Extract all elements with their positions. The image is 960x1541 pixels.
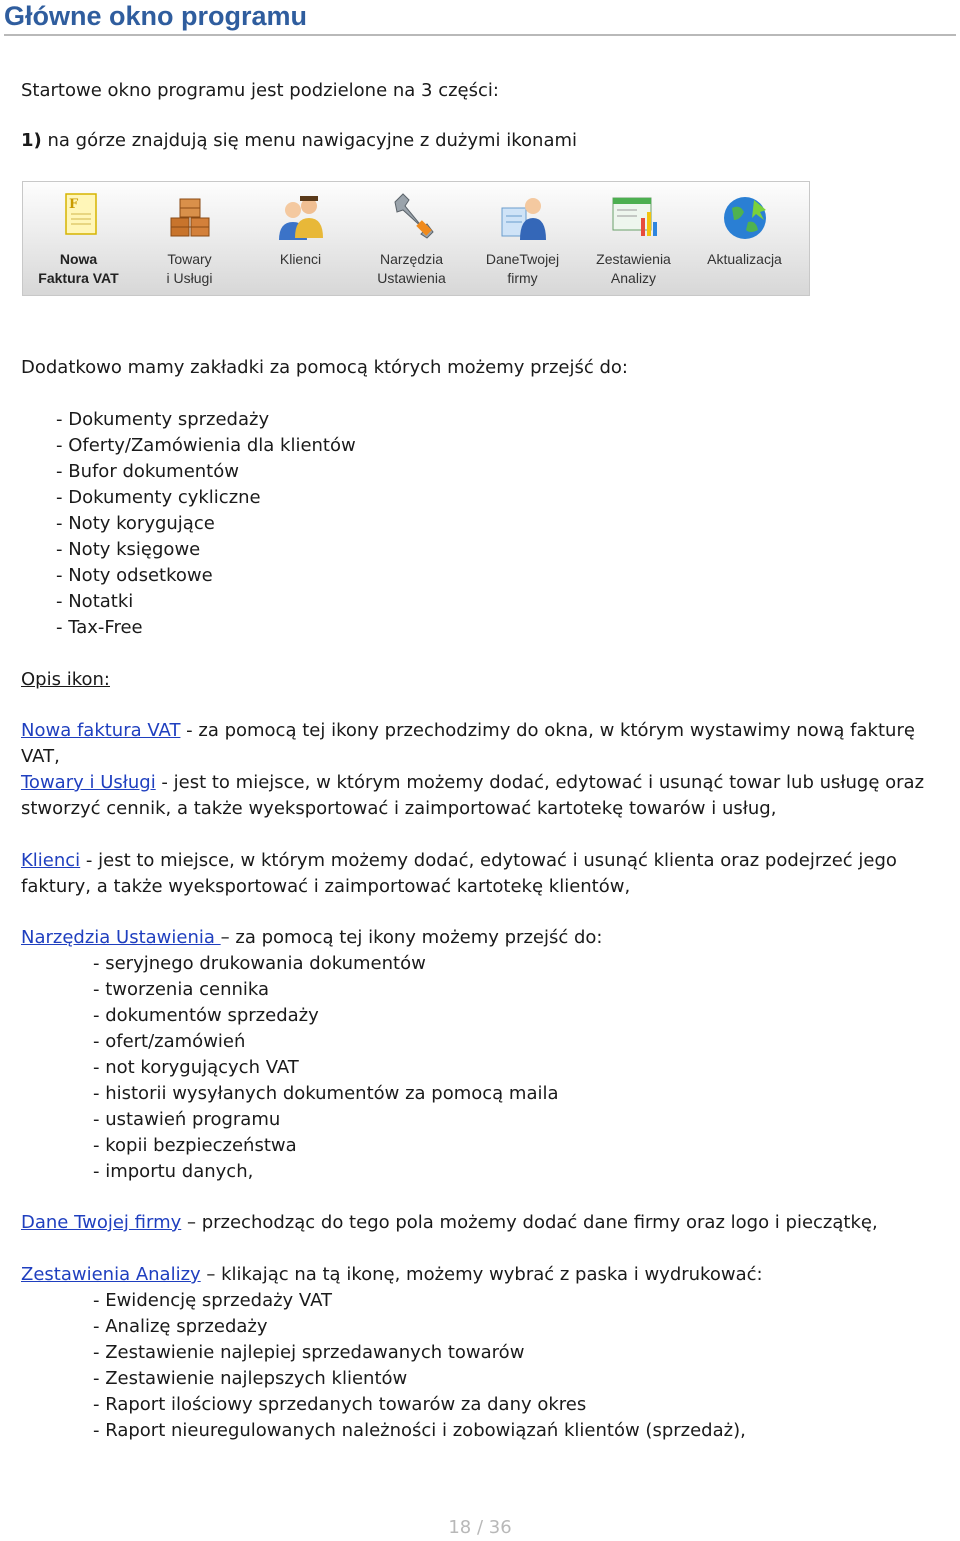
toolbar-label: DaneTwojej firmy <box>485 251 560 286</box>
toolbar-item-narzedzia[interactable] <box>356 182 467 295</box>
tab-item: - Tax-Free <box>56 617 143 638</box>
tab-item: - Noty księgowe <box>56 539 201 560</box>
tab-item: - Notatki <box>56 591 134 612</box>
link-klienci[interactable]: Klienci <box>21 850 81 871</box>
svg-text:F: F <box>69 197 79 212</box>
boxes-icon <box>165 190 215 245</box>
wrench-icon <box>387 190 437 245</box>
toolbar-item-aktualizacja[interactable] <box>689 182 800 295</box>
page-number: 18 / 36 <box>448 1517 512 1538</box>
narzedzia-item: - ofert/zamówień <box>93 1031 246 1052</box>
point-1-text: na górze znajdują się menu nawigacyjne z dużymi ikonami <box>41 130 578 151</box>
zestawienia-item: - Analizę sprzedaży <box>93 1316 268 1337</box>
toolbar-item-klienci[interactable] <box>245 182 356 295</box>
toolbar-item-dane-firmy[interactable] <box>467 182 578 295</box>
desc-text: - jest to miejsce, w którym możemy dodać, edytować i usunąć towar lub usługę oraz stworzyć cennik, a także wyeksportować i zaimportować kartotekę towarów i usług, <box>21 772 925 819</box>
desc-zestawienia <box>21 1262 763 1288</box>
intro-text: Startowe okno programu jest podzielone na 3 części: <box>21 80 499 101</box>
narzedzia-item: - seryjnego drukowania dokumentów <box>93 953 426 974</box>
zestawienia-item: - Ewidencję sprzedaży VAT <box>93 1290 332 1311</box>
toolbar-label: Zestawienia Analizy <box>596 251 671 286</box>
toolbar-label: Aktualizacja <box>707 251 782 267</box>
desc-text: – przechodząc do tego pola możemy dodać dane firmy oraz logo i pieczątkę, <box>181 1212 878 1233</box>
desc-text: - jest to miejsce, w którym możemy dodać, edytować i usunąć klienta oraz podejrzeć jego faktury, a także wyeksportować i zaimportować kartotekę klientów, <box>21 850 897 897</box>
narzedzia-item: - tworzenia cennika <box>93 979 270 1000</box>
clients-icon <box>276 190 326 245</box>
tab-item: - Noty korygujące <box>56 513 215 534</box>
toolbar-label: Narzędzia Ustawienia <box>377 251 446 286</box>
tab-item: - Bufor dokumentów <box>56 461 239 482</box>
desc-text: – klikając na tą ikonę, możemy wybrać z paska i wydrukować: <box>200 1264 763 1285</box>
point-1 <box>21 128 577 154</box>
narzedzia-item: - historii wysyłanych dokumentów za pomocą maila <box>93 1083 559 1104</box>
toolbar-screenshot <box>22 181 810 296</box>
point-1-number: 1) <box>21 130 42 151</box>
desc-narzedzia <box>21 925 602 951</box>
toolbar-item-zestawienia[interactable] <box>578 182 689 295</box>
link-nowa-faktura[interactable]: Nowa faktura VAT <box>21 720 181 741</box>
toolbar-label: Klienci <box>279 251 322 267</box>
zestawienia-item: - Zestawienie najlepiej sprzedawanych towarów <box>93 1342 525 1363</box>
link-zestawienia-analizy[interactable]: Zestawienia Analizy <box>21 1264 201 1285</box>
narzedzia-item: - ustawień programu <box>93 1109 281 1130</box>
toolbar-item-towary[interactable] <box>134 182 245 295</box>
tab-item: - Noty odsetkowe <box>56 565 213 586</box>
desc-nowa-faktura <box>21 718 941 770</box>
chart-icon <box>609 190 659 245</box>
link-narzedzia-ustawienia[interactable]: Narzędzia Ustawienia <box>21 927 221 948</box>
narzedzia-item: - importu danych, <box>93 1161 254 1182</box>
company-icon <box>498 190 548 245</box>
link-dane-twojej-firmy[interactable]: Dane Twojej firmy <box>21 1212 182 1233</box>
tab-item: - Oferty/Zamówienia dla klientów <box>56 435 356 456</box>
narzedzia-item: - kopii bezpieczeństwa <box>93 1135 297 1156</box>
link-towary-uslugi[interactable]: Towary i Usługi <box>21 772 156 793</box>
globe-icon <box>720 190 770 245</box>
zestawienia-item: - Zestawienie najlepszych klientów <box>93 1368 408 1389</box>
toolbar-label: Towary i Usługi <box>166 251 213 286</box>
page-heading: Główne okno programu <box>4 0 956 36</box>
narzedzia-item: - dokumentów sprzedaży <box>93 1005 319 1026</box>
narzedzia-item: - not korygujących VAT <box>93 1057 299 1078</box>
tab-item: - Dokumenty cykliczne <box>56 487 261 508</box>
zestawienia-item: - Raport ilościowy sprzedanych towarów za dany okres <box>93 1394 587 1415</box>
desc-klienci <box>21 848 941 900</box>
toolbar-label: Nowa Faktura VAT <box>38 251 119 286</box>
desc-dane-firmy <box>21 1210 941 1236</box>
tabs-intro: Dodatkowo mamy zakładki za pomocą których możemy przejść do: <box>21 357 628 378</box>
desc-text: - za pomocą tej ikony przechodzimy do okna, w którym wystawimy nową fakturę VAT, <box>21 720 915 767</box>
desc-towary <box>21 770 941 822</box>
invoice-icon <box>54 190 104 245</box>
tab-item: - Dokumenty sprzedaży <box>56 409 270 430</box>
zestawienia-item: - Raport nieuregulowanych należności i zobowiązań klientów (sprzedaż), <box>93 1420 746 1441</box>
toolbar-item-nowa-faktura[interactable] <box>23 182 134 295</box>
desc-text: – za pomocą tej ikony możemy przejść do: <box>220 927 603 948</box>
icons-section-title: Opis ikon: <box>21 669 110 690</box>
